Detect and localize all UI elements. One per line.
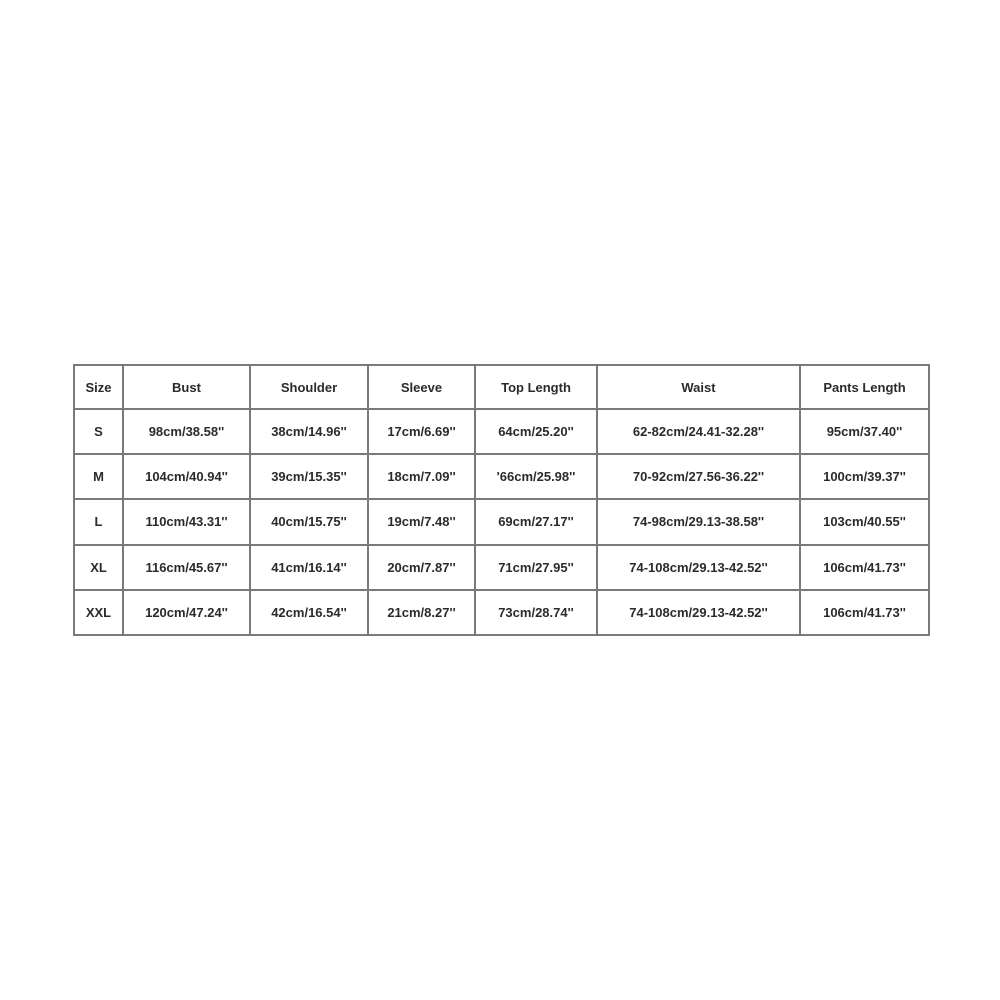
table-row: [74, 454, 929, 499]
header-row: [74, 365, 929, 409]
sleeve-cell: 17cm/6.69'': [368, 409, 475, 454]
header-pants-length: Pants Length: [800, 365, 929, 409]
pants-length-cell: 106cm/41.73'': [800, 545, 929, 590]
top-length-cell: 71cm/27.95'': [475, 545, 597, 590]
size-cell: M: [74, 454, 123, 499]
pants-length-cell: 100cm/39.37'': [800, 454, 929, 499]
header-size: Size: [74, 365, 123, 409]
top-length-cell: 73cm/28.74'': [475, 590, 597, 635]
bust-cell: 116cm/45.67'': [123, 545, 250, 590]
header-shoulder: Shoulder: [250, 365, 368, 409]
size-cell: XL: [74, 545, 123, 590]
header-bust: Bust: [123, 365, 250, 409]
waist-cell: 70-92cm/27.56-36.22'': [597, 454, 800, 499]
header-waist: Waist: [597, 365, 800, 409]
size-cell: XXL: [74, 590, 123, 635]
shoulder-cell: 40cm/15.75'': [250, 499, 368, 544]
sleeve-cell: 19cm/7.48'': [368, 499, 475, 544]
header-top-length: Top Length: [475, 365, 597, 409]
bust-cell: 98cm/38.58'': [123, 409, 250, 454]
sleeve-cell: 20cm/7.87'': [368, 545, 475, 590]
sleeve-cell: 21cm/8.27'': [368, 590, 475, 635]
bust-cell: 104cm/40.94'': [123, 454, 250, 499]
table-row: [74, 499, 929, 544]
shoulder-cell: 41cm/16.14'': [250, 545, 368, 590]
pants-length-cell: 106cm/41.73'': [800, 590, 929, 635]
waist-cell: 74-108cm/29.13-42.52'': [597, 590, 800, 635]
pants-length-cell: 103cm/40.55'': [800, 499, 929, 544]
pants-length-cell: 95cm/37.40'': [800, 409, 929, 454]
sleeve-cell: 18cm/7.09'': [368, 454, 475, 499]
top-length-cell: '66cm/25.98'': [475, 454, 597, 499]
waist-cell: 74-108cm/29.13-42.52'': [597, 545, 800, 590]
top-length-cell: 69cm/27.17'': [475, 499, 597, 544]
size-cell: L: [74, 499, 123, 544]
bust-cell: 110cm/43.31'': [123, 499, 250, 544]
bust-cell: 120cm/47.24'': [123, 590, 250, 635]
table-row: [74, 590, 929, 635]
table-row: [74, 409, 929, 454]
top-length-cell: 64cm/25.20'': [475, 409, 597, 454]
shoulder-cell: 39cm/15.35'': [250, 454, 368, 499]
table-row: [74, 545, 929, 590]
waist-cell: 62-82cm/24.41-32.28'': [597, 409, 800, 454]
header-sleeve: Sleeve: [368, 365, 475, 409]
waist-cell: 74-98cm/29.13-38.58'': [597, 499, 800, 544]
size-chart-table: [73, 364, 930, 636]
size-cell: S: [74, 409, 123, 454]
shoulder-cell: 42cm/16.54'': [250, 590, 368, 635]
shoulder-cell: 38cm/14.96'': [250, 409, 368, 454]
